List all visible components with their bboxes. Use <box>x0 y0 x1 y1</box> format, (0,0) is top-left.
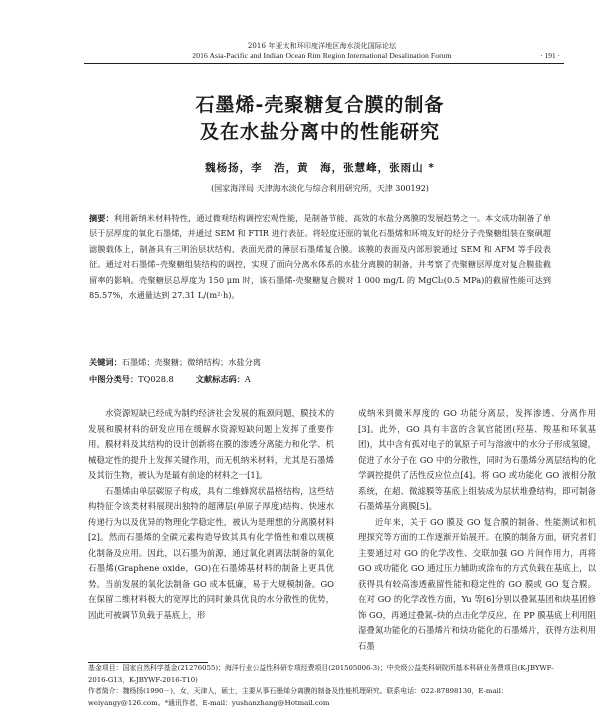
clc-value: TQ028.8 <box>138 374 174 384</box>
paragraph: 水资源短缺已经成为制约经济社会发展的瓶颈问题，膜技术的发展和膜材料的研发应用在缓解水资源短缺问题上发挥了重要作用。膜材料及其结构的设计创新将在膜的渗透分离能力和化学、机械稳定性的提升上发挥关键作用，而无机纳米材料，尤其是石墨烯及其衍生物，被认为是最有前途的材料之一[1]。 <box>88 408 334 480</box>
keywords-label: 关键词： <box>89 357 122 367</box>
author-note: 作者简介：魏杨扬(1990－)，女，天津人，硕士，主要从事石墨烯分离膜的制备及性能机理研究。联系电话：022-87898130，E-mail：weiyangy@126.com。*通讯作者，E-mail：yushanzhang@Hotmail.com <box>88 687 508 707</box>
keywords <box>89 357 551 368</box>
paragraph: 近年来，关于 GO 膜及 GO 复合膜的制备、性能测试和机理探究等方面的工作逐渐开始展开。在膜的制备方面，研究者们主要通过对 GO 的化学改性、交联加强 GO 片间作用力，再将 GO 或功能化 GO 通过压力辅助或涂布的方式负载在基底上，以获得具有较高渗透截留性能和稳定性的 GO 膜或 GO 复合膜。在对 GO 的化学改性方面，Yu 等[6]分别以叠氮基团和炔基团修饰 GO，再通过叠氮–炔的点击化学反应，在 PP 膜基底上利用阻湿叠氮功能化的石墨烯片和炔功能化的石墨烯片，获得方法利用石墨 <box>358 516 596 651</box>
doc-code-value: A <box>244 374 251 384</box>
doc-code-label: 文献标志码： <box>195 374 245 384</box>
paragraph: 石墨烯由单层碳原子构成，具有二维蜂窝状晶格结构，这些结构特征令该类材料展现出独特的超薄层(单原子厚度)结构、快速水传递行为以及优异的物理化学稳定性，被认为是理想的分离膜材料[2]。然而石墨烯的全碳元素构造导致其具有化学惰性和难以规模化制备及应用。因此，以石墨为前源，通过氧化剥离法制备的氧化石墨烯(Graphene oxide，GO)在石墨烯基材料的制备上更具优势。当前发展的氧化法制备 GO 成本低廉，易于大规模制备。GO 在保留二维材料极大的宽厚比的同时兼具优良的水分散性的优势，因此可被调节负载于基底上，形 <box>88 485 334 620</box>
abstract <box>89 211 551 303</box>
body-column-left <box>88 406 334 623</box>
header-line-chinese: 2016 年亚太和环印度洋地区海水淡化国际论坛 <box>247 42 397 50</box>
abstract-label: 摘要： <box>89 213 114 223</box>
keywords-text: 石墨烯；壳聚糖；微纳结构；水盐分离 <box>121 357 261 367</box>
page-number: · 191 · <box>540 51 560 60</box>
body-column-right <box>358 406 596 654</box>
classification <box>89 374 551 385</box>
fund-note: 基金项目：国家自然科学基金(21276055)；海洋行业公益性科研专项经费项目(201505006-3)；中央级公益类科研院所基本科研业务费项目(K-JBYWF-2016-G13，K-JBYWF-2016-T10) <box>88 664 554 684</box>
footnotes <box>88 663 560 709</box>
abstract-text: 利用新纳米材料特性，通过微观结构调控宏观性能，是制备节能、高效的水盐分离膜的发展趋势之一。本文成功制备了单层于层厚度的氧化石墨烯，并通过 SEM 和 FTIR 进行表征。将轻度还原的氧化石墨烯和环境友好的烃分子壳聚糖组装在聚砜超滤膜载体上，制备具有三明治层状结构、表面光滑的薄层石墨烯复合膜。该膜的表面及内部形貌通过 SEM 和 AFM 等手段表征。通过对石墨烯–壳聚糖组装结构的调控，实现了面向分离水体系的水盐分离膜的制备，并考察了壳聚糖层厚度对复合膜盐截留率的影响。壳聚糖层总厚度为 150 μm 时，该石墨烯-壳聚糖复合膜对 1 000 mg/L 的 MgCl₂(0.5 MPa)的截留性能可达到 85.57%，水通量达到 27.31 L/(m²·h)。 <box>89 213 551 301</box>
clc-label: 中图分类号： <box>89 374 139 384</box>
title-line-1: 石墨烯-壳聚糖复合膜的制备 <box>195 94 445 116</box>
header-line-english: 2016 Asia-Pacific and Indian Ocean Rim Region International Desalination Forum <box>192 51 452 60</box>
author-list: 魏杨扬，李 浩，黄 海，张慧峰，张雨山 * <box>205 162 435 174</box>
header-rule <box>84 63 564 64</box>
running-header <box>84 41 560 61</box>
paragraph: 成纳米到微米厚度的 GO 功能分离层，发挥渗透、分离作用[3]。此外，GO 具有丰富的含氧官能团(羟基、羧基和环氧基团)，其中含有孤对电子的氧原子可与溶液中的水分子形成氢键，促进了水分子在 GO 中的分散性，同时为石墨烯分离层结构的化学调控提供了活性反应位点[4]。将 GO 或功能化 GO 液相分散系统，在超、微滤膜等基底上组装成为层状堆叠结构，即可制备石墨烯基分离膜[5]。 <box>358 408 596 511</box>
affiliation: (国家海洋局 天津海水淡化与综合利用研究所，天津 300192) <box>211 184 429 193</box>
title-line-2: 及在水盐分离中的性能研究 <box>199 121 440 143</box>
paper-title <box>80 92 560 146</box>
